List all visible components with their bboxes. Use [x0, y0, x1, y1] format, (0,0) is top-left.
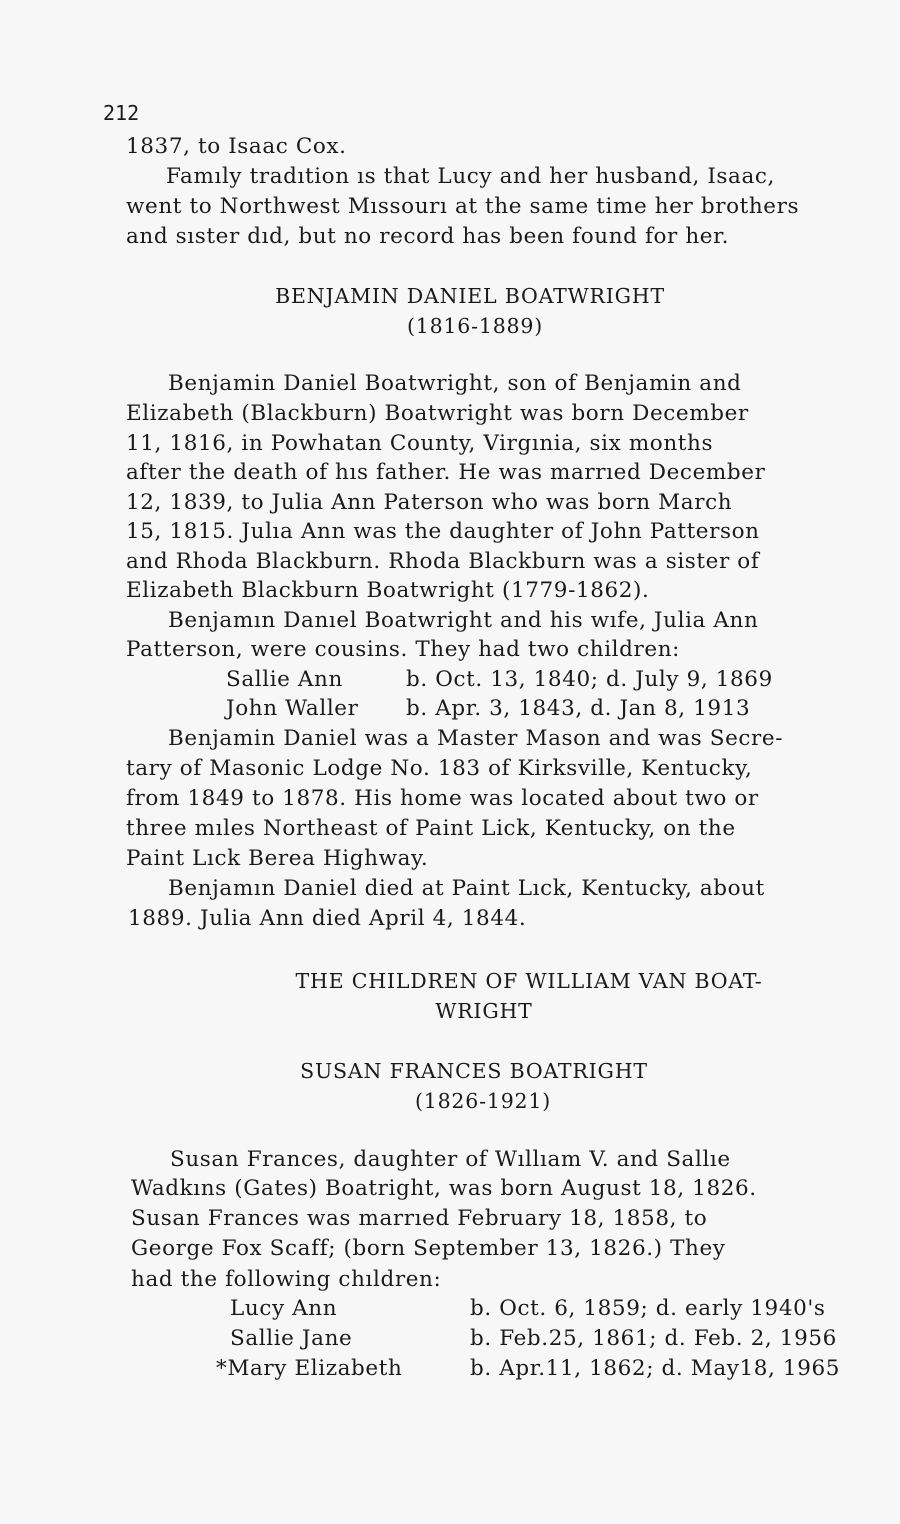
child-dates: b. Apr. 3, 1843, d. Jan 8, 1913	[406, 696, 751, 721]
body-text-line: Wadkıns (Gates) Boatright, was born August 18, 1826.	[131, 1176, 757, 1201]
body-text-line: Benjamın Daniel died at Paint Lıck, Kentucky, about	[168, 876, 765, 901]
body-text-line: had the following chıldren:	[131, 1267, 442, 1292]
page-number: 212	[103, 101, 140, 125]
body-text-line: Patterson, were cousins. They had two children:	[126, 637, 681, 662]
body-text-line: Benjamin Daniel Boatwright, son of Benjamin and	[168, 371, 742, 396]
child-dates: b. Feb.25, 1861; d. Feb. 2, 1956	[470, 1326, 837, 1351]
body-text-line: Elizabeth (Blackburn) Boatwright was born December	[126, 401, 749, 426]
child-dates: b. Oct. 6, 1859; d. early 1940's	[470, 1296, 826, 1321]
section-heading: THE CHILDREN OF WILLIAM VAN BOAT-	[295, 969, 763, 993]
child-name: Lucy Ann	[230, 1296, 338, 1321]
body-text-line: three mıles Northeast of Paint Lick, Kentucky, on the	[126, 816, 736, 841]
body-text-line: George Fox Scaff; (born September 13, 1826.) They	[131, 1236, 726, 1261]
body-text-line: 11, 1816, in Powhatan County, Virgınia, six months	[126, 431, 714, 456]
child-name: John Waller	[226, 696, 359, 721]
body-text-line: Famıly tradıtion ıs that Lucy and her husband, Isaac,	[166, 164, 775, 189]
body-text-line: Benjamin Daniel was a Master Mason and was Secre-	[168, 726, 784, 751]
body-text-line: Benjamın Danıel Boatwright and his wıfe, Julia Ann	[168, 608, 759, 633]
section-years: (1826-1921)	[414, 1089, 552, 1113]
body-text-line: from 1849 to 1878. His home was located about two or	[126, 786, 759, 811]
body-text-line: 1889. Julia Ann died April 4, 1844.	[128, 906, 527, 931]
body-text-line: Elizabeth Blackburn Boatwright (1779-1862).	[126, 578, 650, 603]
body-text-line: tary of Masonic Lodge No. 183 of Kirksville, Kentucky,	[126, 756, 753, 781]
child-dates: b. Apr.11, 1862; d. May18, 1965	[470, 1356, 841, 1381]
body-text-line: Susan Frances was marrıed February 18, 1858, to	[131, 1206, 708, 1231]
child-name: Sallie Jane	[230, 1326, 353, 1351]
child-name: Sallie Ann	[226, 667, 343, 692]
child-dates: b. Oct. 13, 1840; d. July 9, 1869	[406, 667, 773, 692]
section-heading: BENJAMIN DANIEL BOATWRIGHT	[275, 284, 665, 308]
body-text-line: 12, 1839, to Julia Ann Paterson who was born March	[126, 490, 733, 515]
body-text-line: went to Northwest Mıssourı at the same time her brothers	[126, 194, 800, 219]
body-text-line: 1837, to Isaac Cox.	[126, 134, 347, 159]
section-years: (1816-1889)	[406, 314, 544, 338]
body-text-line: Paint Lıck Berea Highway.	[126, 846, 429, 871]
body-text-line: 15, 1815. Julıa Ann was the daughter of John Patterson	[126, 519, 760, 544]
section-heading: SUSAN FRANCES BOATRIGHT	[300, 1059, 648, 1083]
body-text-line: after the death of hıs father. He was marrıed December	[126, 460, 766, 485]
body-text-line: Susan Frances, daughter of Wıllıam V. and Sallıe	[170, 1147, 731, 1172]
child-name: *Mary Elizabeth	[216, 1356, 403, 1381]
body-text-line: and sıster dıd, but no record has been found for her.	[126, 224, 730, 249]
section-heading: WRIGHT	[435, 999, 533, 1023]
body-text-line: and Rhoda Blackburn. Rhoda Blackburn was a sister of	[126, 549, 760, 574]
